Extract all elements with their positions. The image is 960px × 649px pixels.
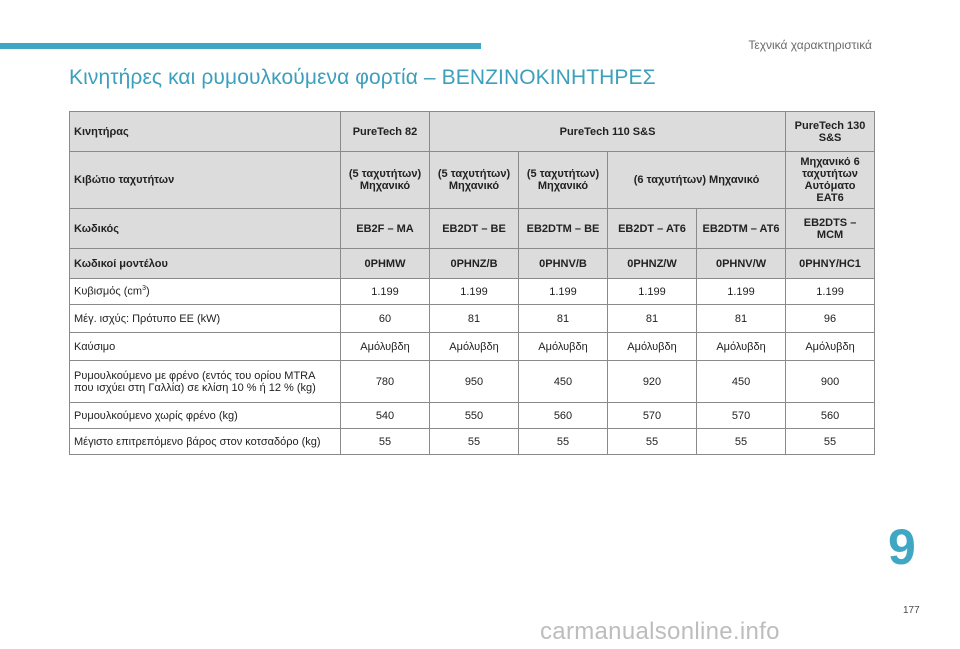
table-cell: (5 ταχυτήτων) Μηχανικό [430, 152, 519, 209]
table-row [70, 112, 875, 152]
table-cell: Αμόλυβδη [608, 333, 697, 361]
section-label: Τεχνικά χαρακτηριστικά [748, 38, 872, 52]
table-cell: PureTech 82 [341, 112, 430, 152]
table-row [70, 152, 875, 209]
table-cell: (5 ταχυτήτων) Μηχανικό [341, 152, 430, 209]
table-cell: 550 [430, 403, 519, 429]
table-row [70, 305, 875, 333]
table-cell: 81 [697, 305, 786, 333]
row-label: Κινητήρας [70, 112, 341, 152]
table-cell: 570 [608, 403, 697, 429]
row-label: Κωδικοί μοντέλου [70, 249, 341, 279]
table-row [70, 249, 875, 279]
table-cell: 780 [341, 361, 430, 403]
chapter-number: 9 [888, 519, 916, 575]
row-label: Ρυμουλκούμενο με φρένο (εντός του ορίου MTRA που ισχύει στη Γαλλία) σε κλίση 10 % ή 12 % (kg) [70, 361, 341, 403]
table-cell: PureTech 130 S&S [786, 112, 875, 152]
table-cell: 920 [608, 361, 697, 403]
table-row [70, 279, 875, 305]
table-cell: 60 [341, 305, 430, 333]
table-cell: 540 [341, 403, 430, 429]
table-cell: 81 [519, 305, 608, 333]
table-cell: 55 [430, 429, 519, 455]
table-cell: Αμόλυβδη [786, 333, 875, 361]
table-cell: EB2DTS – MCM [786, 209, 875, 249]
table-cell: Μηχανικό 6 ταχυτήτων Αυτόματο EAT6 [786, 152, 875, 209]
table-cell: 96 [786, 305, 875, 333]
table-cell: 1.199 [519, 279, 608, 305]
row-label: Μέγ. ισχύς: Πρότυπο ΕΕ (kW) [70, 305, 341, 333]
page-title: Κινητήρες και ρυμουλκούμενα φορτία – ΒΕΝΖΙΝΟΚΙΝΗΤΗΡΕΣ [69, 66, 656, 89]
table-cell: 55 [786, 429, 875, 455]
table-row [70, 209, 875, 249]
table-cell: EB2DTM – BE [519, 209, 608, 249]
table-row [70, 361, 875, 403]
table-cell: 81 [430, 305, 519, 333]
table-cell: 0PHNZ/W [608, 249, 697, 279]
engine-spec-table [69, 111, 875, 455]
table-cell: 1.199 [786, 279, 875, 305]
table-cell: (5 ταχυτήτων) Μηχανικό [519, 152, 608, 209]
row-label: Μέγιστο επιτρεπόμενο βάρος στον κοτσαδόρο (kg) [70, 429, 341, 455]
row-label: Κιβώτιο ταχυτήτων [70, 152, 341, 209]
table-cell: 1.199 [697, 279, 786, 305]
table-cell: 560 [519, 403, 608, 429]
table-row [70, 429, 875, 455]
table-cell: 0PHMW [341, 249, 430, 279]
table-cell: 0PHNV/W [697, 249, 786, 279]
table-cell: 1.199 [430, 279, 519, 305]
table-cell: 950 [430, 361, 519, 403]
row-label: Καύσιμο [70, 333, 341, 361]
table-cell: 570 [697, 403, 786, 429]
table-cell: 55 [341, 429, 430, 455]
row-label: Ρυμουλκούμενο χωρίς φρένο (kg) [70, 403, 341, 429]
row-label: Κυβισμός $(cm^3)$ [70, 279, 341, 305]
table-cell: EB2DT – BE [430, 209, 519, 249]
row-label: Κωδικός [70, 209, 341, 249]
table-cell: 55 [697, 429, 786, 455]
table-cell: Αμόλυβδη [697, 333, 786, 361]
table-cell: EB2DT – AT6 [608, 209, 697, 249]
table-cell: Αμόλυβδη [341, 333, 430, 361]
table-cell: 1.199 [608, 279, 697, 305]
table-cell: 55 [608, 429, 697, 455]
table-cell: 0PHNZ/B [430, 249, 519, 279]
table-cell: 1.199 [341, 279, 430, 305]
table-cell: Αμόλυβδη [430, 333, 519, 361]
table-cell: (6 ταχυτήτων) Μηχανικό [608, 152, 786, 209]
table-cell: 55 [519, 429, 608, 455]
unit-superscript: 3 [142, 285, 146, 293]
table-cell: 81 [608, 305, 697, 333]
table-cell: 450 [697, 361, 786, 403]
table-cell: EB2F – MA [341, 209, 430, 249]
table-cell: 0PHNV/B [519, 249, 608, 279]
table-cell: 0PHNY/HC1 [786, 249, 875, 279]
table-cell: 900 [786, 361, 875, 403]
table-cell: 560 [786, 403, 875, 429]
table-cell: EB2DTM – AT6 [697, 209, 786, 249]
table-cell: 450 [519, 361, 608, 403]
watermark-text: carmanualsonline.info [540, 618, 780, 645]
table-cell: Αμόλυβδη [519, 333, 608, 361]
table-row [70, 403, 875, 429]
page-number: 177 [903, 605, 920, 616]
table-row [70, 333, 875, 361]
table-cell: PureTech 110 S&S [430, 112, 786, 152]
top-accent-bar [0, 43, 481, 49]
